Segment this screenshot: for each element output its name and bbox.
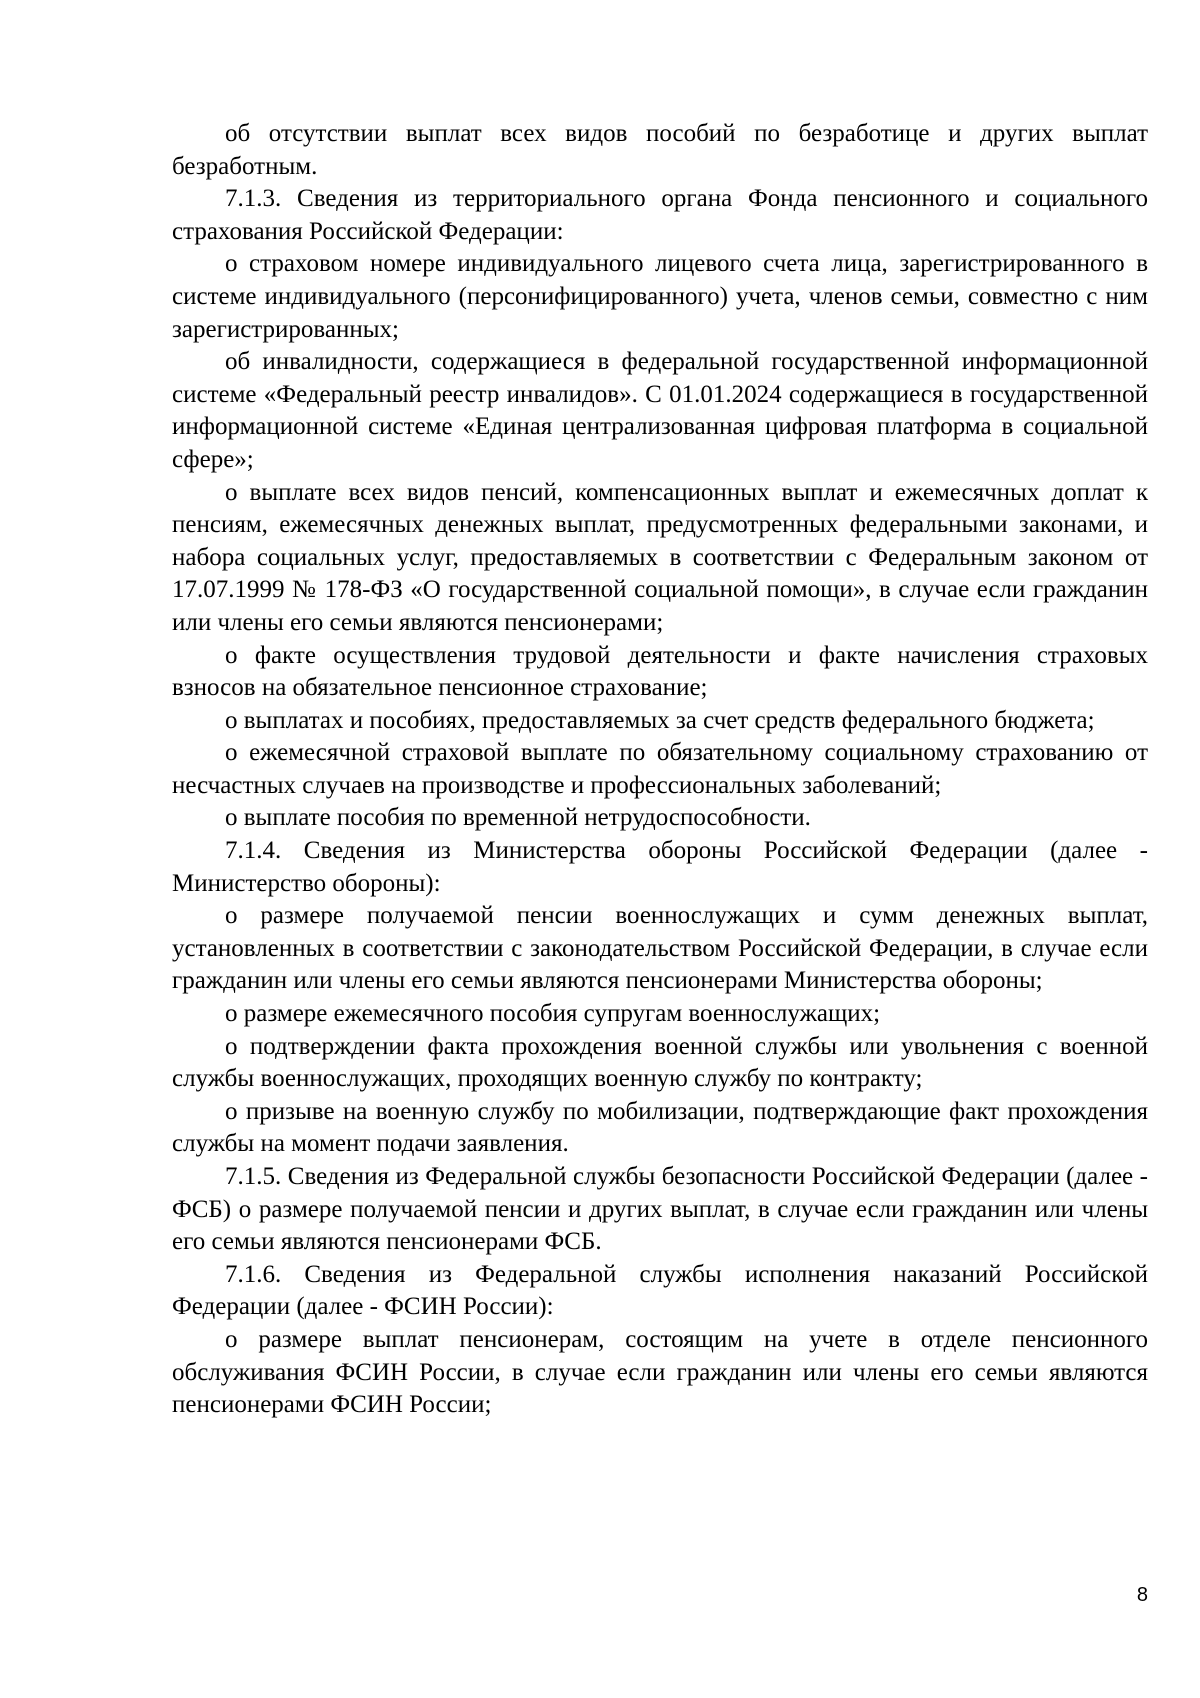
paragraph: об отсутствии выплат всех видов пособий по безработице и других выплат безработным. xyxy=(172,120,1148,180)
paragraph: о размере выплат пенсионерам, состоящим на учете в отделе пенсионного обслуживания ФСИН России, в случае если гражданин или члены его семьи являются пенсионерами ФСИН России; xyxy=(172,1325,1148,1419)
paragraph: о выплате пособия по временной нетрудоспособности. xyxy=(225,804,811,832)
paragraph: 7.1.3. Сведения из территориального органа Фонда пенсионного и социального страхования Российской Федерации: xyxy=(172,185,1148,245)
paragraph: о выплате всех видов пенсий, компенсационных выплат и ежемесячных доплат к пенсиям, ежемесячных денежных выплат, предусмотренных федеральными законами, и набора социальных услуг, предоставляемых в соответствии с Федеральным законом от 17.07.1999 № 178-ФЗ «О государственной социальной помощи», в случае если гражданин или члены его семьи являются пенсионерами; xyxy=(172,478,1148,636)
page-number: 8 xyxy=(1136,1584,1148,1606)
paragraph: о размере ежемесячного пособия супругам военнослужащих; xyxy=(225,1000,881,1028)
paragraph: об инвалидности, содержащиеся в федеральной государственной информационной системе «Федеральный реестр инвалидов». С 01.01.2024 содержащиеся в государственной информационной системе «Единая централизованная цифровая платформа в социальной сфере»; xyxy=(172,348,1148,473)
paragraph: 7.1.4. Сведения из Министерства обороны Российской Федерации (далее - Министерство обороны): xyxy=(172,837,1148,897)
paragraph: о ежемесячной страховой выплате по обязательному социальному страхованию от несчастных случаев на производстве и профессиональных заболеваний; xyxy=(172,739,1148,799)
paragraph: о страховом номере индивидуального лицевого счета лица, зарегистрированного в системе индивидуального (персонифицированного) учета, членов семьи, совместно с ним зарегистрированных; xyxy=(172,250,1148,343)
paragraph: о размере получаемой пенсии военнослужащих и сумм денежных выплат, установленных в соответствии с законодательством Российской Федерации, в случае если гражданин или члены его семьи являются пенсионерами Министерства обороны; xyxy=(172,902,1148,995)
paragraph: о выплатах и пособиях, предоставляемых за счет средств федерального бюджета; xyxy=(225,706,1095,734)
paragraph: о факте осуществления трудовой деятельности и факте начисления страховых взносов на обязательное пенсионное страхование; xyxy=(172,641,1148,702)
paragraph: о призыве на военную службу по мобилизации, подтверждающие факт прохождения службы на момент подачи заявления. xyxy=(172,1097,1148,1158)
paragraph: о подтверждении факта прохождения военной службы или увольнения с военной службы военнослужащих, проходящих военную службу по контракту; xyxy=(172,1032,1148,1093)
paragraph: 7.1.5. Сведения из Федеральной службы безопасности Российской Федерации (далее - ФСБ) о размере получаемой пенсии и других выплат, в случае если гражданин или члены его семьи являются пенсионерами ФСБ. xyxy=(172,1163,1148,1256)
document-body xyxy=(172,118,1148,1422)
paragraph: 7.1.6. Сведения из Федеральной службы исполнения наказаний Российской Федерации (далее - ФСИН России): xyxy=(172,1260,1148,1321)
